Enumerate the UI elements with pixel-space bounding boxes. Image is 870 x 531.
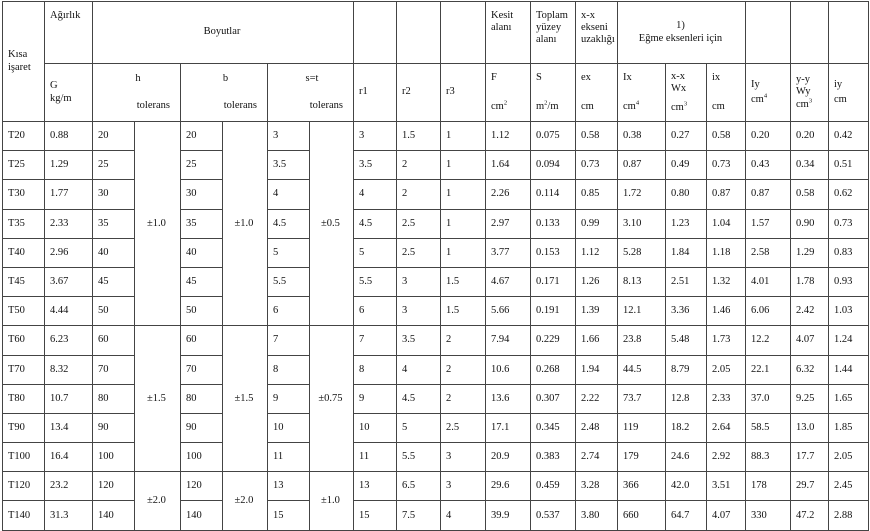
cell-s: 3.5 <box>268 151 310 180</box>
cell-weight: 10.7 <box>45 384 93 413</box>
cell-F: 13.6 <box>486 384 531 413</box>
header-toplam-yuzey: Toplam yüzey alanı <box>531 2 576 64</box>
cell-S: 0.383 <box>531 443 576 472</box>
cell-S: 0.094 <box>531 151 576 180</box>
cell-b: 20 <box>181 122 223 151</box>
cell-h: 140 <box>93 501 135 530</box>
cell-r3: 1 <box>441 122 486 151</box>
cell-r1: 6 <box>354 297 397 326</box>
cell-r2: 5 <box>397 413 441 442</box>
cell-Wx: 5.48 <box>666 326 707 355</box>
cell-h-tolerance: ±1.5 <box>135 326 181 472</box>
cell-r2: 4.5 <box>397 384 441 413</box>
header-F: F $cm^2$ <box>486 64 531 122</box>
cell-Wy: 6.32 <box>791 355 829 384</box>
cell-F: 5.66 <box>486 297 531 326</box>
cell-r1: 7 <box>354 326 397 355</box>
t-profile-table <box>2 1 869 531</box>
cell-profile-name: T90 <box>3 413 45 442</box>
cell-r3: 2 <box>441 326 486 355</box>
cell-ex: 3.80 <box>576 501 618 530</box>
header-iy: iy cm <box>829 64 869 122</box>
cell-weight: 3.67 <box>45 267 93 296</box>
header-G: G kg/m <box>45 64 93 122</box>
cell-ex: 0.99 <box>576 209 618 238</box>
cell-Ix: 12.1 <box>618 297 666 326</box>
cell-Wy: 0.34 <box>791 151 829 180</box>
cell-ix: 2.05 <box>707 355 746 384</box>
cell-b: 50 <box>181 297 223 326</box>
cell-ex: 0.58 <box>576 122 618 151</box>
cell-Wx: 12.8 <box>666 384 707 413</box>
cell-s: 11 <box>268 443 310 472</box>
cell-b: 25 <box>181 151 223 180</box>
cell-b: 90 <box>181 413 223 442</box>
cell-iy: 2.88 <box>829 501 869 530</box>
cell-Ix: 0.38 <box>618 122 666 151</box>
cell-weight: 23.2 <box>45 472 93 501</box>
header-ix: ix cm <box>707 64 746 122</box>
cell-ex: 1.94 <box>576 355 618 384</box>
header-swt: s=t tolerans <box>268 64 354 122</box>
cell-r1: 9 <box>354 384 397 413</box>
cell-r2: 5.5 <box>397 443 441 472</box>
header-r3: r3 <box>441 64 486 122</box>
cell-r3: 1 <box>441 151 486 180</box>
cell-r3: 3 <box>441 443 486 472</box>
cell-Wy: 0.58 <box>791 180 829 209</box>
cell-F: 1.12 <box>486 122 531 151</box>
cell-h: 120 <box>93 472 135 501</box>
cell-r1: 5.5 <box>354 267 397 296</box>
cell-r1: 4.5 <box>354 209 397 238</box>
cell-Wx: 18.2 <box>666 413 707 442</box>
cell-Ix: 44.5 <box>618 355 666 384</box>
header-empty-r3 <box>441 2 486 64</box>
cell-weight: 0.88 <box>45 122 93 151</box>
cell-h: 40 <box>93 238 135 267</box>
cell-S: 0.171 <box>531 267 576 296</box>
cell-profile-name: T20 <box>3 122 45 151</box>
cell-iy: 2.05 <box>829 443 869 472</box>
cell-ex: 1.12 <box>576 238 618 267</box>
cell-h: 60 <box>93 326 135 355</box>
cell-profile-name: T100 <box>3 443 45 472</box>
cell-iy: 0.51 <box>829 151 869 180</box>
cell-weight: 4.44 <box>45 297 93 326</box>
cell-ex: 1.39 <box>576 297 618 326</box>
cell-iy: 0.42 <box>829 122 869 151</box>
cell-ix: 2.33 <box>707 384 746 413</box>
cell-iy: 0.93 <box>829 267 869 296</box>
cell-Wx: 1.23 <box>666 209 707 238</box>
cell-r1: 3.5 <box>354 151 397 180</box>
cell-Iy: 58.5 <box>746 413 791 442</box>
cell-ix: 1.46 <box>707 297 746 326</box>
cell-Wy: 2.42 <box>791 297 829 326</box>
cell-b: 30 <box>181 180 223 209</box>
header-empty-iy-group <box>746 2 791 64</box>
cell-r3: 2 <box>441 384 486 413</box>
cell-r2: 1.5 <box>397 122 441 151</box>
cell-Ix: 179 <box>618 443 666 472</box>
cell-iy: 1.85 <box>829 413 869 442</box>
cell-weight: 13.4 <box>45 413 93 442</box>
cell-Wy: 47.2 <box>791 501 829 530</box>
cell-ix: 2.64 <box>707 413 746 442</box>
cell-b: 100 <box>181 443 223 472</box>
cell-h: 45 <box>93 267 135 296</box>
cell-b: 140 <box>181 501 223 530</box>
cell-Wy: 0.20 <box>791 122 829 151</box>
cell-Wy: 29.7 <box>791 472 829 501</box>
cell-Iy: 6.06 <box>746 297 791 326</box>
cell-s: 5.5 <box>268 267 310 296</box>
cell-r3: 1 <box>441 209 486 238</box>
cell-h-tolerance: ±1.0 <box>135 122 181 326</box>
cell-iy: 2.45 <box>829 472 869 501</box>
header-ex: ex cm <box>576 64 618 122</box>
cell-r1: 13 <box>354 472 397 501</box>
cell-h: 80 <box>93 384 135 413</box>
header-agirlik: Ağırlık <box>45 2 93 64</box>
header-boyutlar: Boyutlar <box>93 2 354 64</box>
table-row <box>3 297 869 326</box>
header-b: b tolerans <box>181 64 268 122</box>
cell-r1: 15 <box>354 501 397 530</box>
cell-r2: 2 <box>397 151 441 180</box>
cell-iy: 0.73 <box>829 209 869 238</box>
header-r1: r1 <box>354 64 397 122</box>
cell-Wx: 0.27 <box>666 122 707 151</box>
table-row <box>3 443 869 472</box>
cell-h: 30 <box>93 180 135 209</box>
cell-r2: 4 <box>397 355 441 384</box>
cell-S: 0.537 <box>531 501 576 530</box>
cell-profile-name: T30 <box>3 180 45 209</box>
cell-ex: 0.85 <box>576 180 618 209</box>
cell-weight: 1.77 <box>45 180 93 209</box>
header-kisa-isaret: Kısa işaret <box>3 2 45 122</box>
cell-Iy: 37.0 <box>746 384 791 413</box>
cell-Iy: 88.3 <box>746 443 791 472</box>
header-Iy: Iy $cm^4$ <box>746 64 791 122</box>
cell-ix: 1.73 <box>707 326 746 355</box>
cell-ix: 2.92 <box>707 443 746 472</box>
cell-profile-name: T35 <box>3 209 45 238</box>
cell-r2: 3 <box>397 297 441 326</box>
cell-b: 35 <box>181 209 223 238</box>
cell-r2: 2 <box>397 180 441 209</box>
cell-weight: 1.29 <box>45 151 93 180</box>
table-row <box>3 267 869 296</box>
cell-r1: 3 <box>354 122 397 151</box>
table-row <box>3 209 869 238</box>
cell-F: 39.9 <box>486 501 531 530</box>
cell-Ix: 0.87 <box>618 151 666 180</box>
cell-b: 70 <box>181 355 223 384</box>
cell-r2: 3.5 <box>397 326 441 355</box>
cell-s: 10 <box>268 413 310 442</box>
cell-S: 0.075 <box>531 122 576 151</box>
cell-ex: 3.28 <box>576 472 618 501</box>
cell-Wx: 8.79 <box>666 355 707 384</box>
cell-r1: 11 <box>354 443 397 472</box>
cell-F: 17.1 <box>486 413 531 442</box>
header-Ix: Ix $cm^4$ <box>618 64 666 122</box>
cell-ex: 1.66 <box>576 326 618 355</box>
cell-s-tolerance: ±0.5 <box>310 122 354 326</box>
header-r2: r2 <box>397 64 441 122</box>
cell-Ix: 1.72 <box>618 180 666 209</box>
cell-ix: 3.51 <box>707 472 746 501</box>
cell-r1: 5 <box>354 238 397 267</box>
header-Wx: x-x Wx $cm^3$ <box>666 64 707 122</box>
cell-S: 0.268 <box>531 355 576 384</box>
cell-Iy: 330 <box>746 501 791 530</box>
cell-s: 3 <box>268 122 310 151</box>
cell-Wy: 0.90 <box>791 209 829 238</box>
table-row <box>3 472 869 501</box>
cell-r2: 3 <box>397 267 441 296</box>
cell-S: 0.459 <box>531 472 576 501</box>
cell-s-tolerance: ±0.75 <box>310 326 354 472</box>
header-h: h tolerans <box>93 64 181 122</box>
cell-r3: 2 <box>441 355 486 384</box>
cell-Wx: 3.36 <box>666 297 707 326</box>
cell-iy: 0.62 <box>829 180 869 209</box>
cell-profile-name: T50 <box>3 297 45 326</box>
cell-Iy: 4.01 <box>746 267 791 296</box>
table-row <box>3 122 869 151</box>
cell-Ix: 23.8 <box>618 326 666 355</box>
table-row <box>3 355 869 384</box>
cell-profile-name: T80 <box>3 384 45 413</box>
cell-b: 60 <box>181 326 223 355</box>
cell-Iy: 1.57 <box>746 209 791 238</box>
cell-F: 1.64 <box>486 151 531 180</box>
cell-weight: 2.33 <box>45 209 93 238</box>
cell-Iy: 22.1 <box>746 355 791 384</box>
table-row <box>3 413 869 442</box>
cell-r3: 4 <box>441 501 486 530</box>
cell-h: 50 <box>93 297 135 326</box>
cell-Wx: 0.80 <box>666 180 707 209</box>
cell-Iy: 0.87 <box>746 180 791 209</box>
cell-F: 3.77 <box>486 238 531 267</box>
cell-ix: 4.07 <box>707 501 746 530</box>
cell-Wy: 9.25 <box>791 384 829 413</box>
cell-ex: 0.73 <box>576 151 618 180</box>
cell-s: 8 <box>268 355 310 384</box>
cell-Iy: 0.20 <box>746 122 791 151</box>
cell-r3: 1 <box>441 238 486 267</box>
cell-F: 10.6 <box>486 355 531 384</box>
cell-Ix: 73.7 <box>618 384 666 413</box>
cell-s: 9 <box>268 384 310 413</box>
cell-Wx: 42.0 <box>666 472 707 501</box>
cell-h-tolerance: ±2.0 <box>135 472 181 530</box>
cell-ix: 1.04 <box>707 209 746 238</box>
cell-h: 100 <box>93 443 135 472</box>
header-egme-eksenleri <box>618 2 746 64</box>
cell-profile-name: T60 <box>3 326 45 355</box>
cell-profile-name: T120 <box>3 472 45 501</box>
cell-b-tolerance: ±2.0 <box>223 472 268 530</box>
cell-profile-name: T40 <box>3 238 45 267</box>
cell-Ix: 366 <box>618 472 666 501</box>
cell-F: 29.6 <box>486 472 531 501</box>
header-empty-r1 <box>354 2 397 64</box>
cell-r1: 10 <box>354 413 397 442</box>
cell-weight: 6.23 <box>45 326 93 355</box>
header-kesit-alani: Kesit alanı <box>486 2 531 64</box>
cell-weight: 16.4 <box>45 443 93 472</box>
cell-r2: 2.5 <box>397 209 441 238</box>
cell-Ix: 3.10 <box>618 209 666 238</box>
cell-r3: 3 <box>441 472 486 501</box>
cell-S: 0.345 <box>531 413 576 442</box>
cell-ix: 0.87 <box>707 180 746 209</box>
cell-Wx: 64.7 <box>666 501 707 530</box>
cell-iy: 1.65 <box>829 384 869 413</box>
cell-Ix: 8.13 <box>618 267 666 296</box>
cell-h: 70 <box>93 355 135 384</box>
cell-b: 80 <box>181 384 223 413</box>
cell-s-tolerance: ±1.0 <box>310 472 354 530</box>
cell-r3: 1.5 <box>441 297 486 326</box>
cell-profile-name: T25 <box>3 151 45 180</box>
cell-ex: 2.22 <box>576 384 618 413</box>
cell-ix: 1.18 <box>707 238 746 267</box>
cell-b: 45 <box>181 267 223 296</box>
cell-S: 0.133 <box>531 209 576 238</box>
cell-Wx: 1.84 <box>666 238 707 267</box>
cell-S: 0.114 <box>531 180 576 209</box>
cell-h: 90 <box>93 413 135 442</box>
cell-b-tolerance: ±1.0 <box>223 122 268 326</box>
cell-profile-name: T140 <box>3 501 45 530</box>
cell-b: 40 <box>181 238 223 267</box>
header-xx-ekseni: x-x ekseni uzaklığı <box>576 2 618 64</box>
cell-Wy: 1.78 <box>791 267 829 296</box>
cell-F: 7.94 <box>486 326 531 355</box>
cell-iy: 1.24 <box>829 326 869 355</box>
table-row <box>3 151 869 180</box>
cell-Wy: 13.0 <box>791 413 829 442</box>
cell-h: 20 <box>93 122 135 151</box>
cell-s: 6 <box>268 297 310 326</box>
cell-S: 0.153 <box>531 238 576 267</box>
cell-Ix: 660 <box>618 501 666 530</box>
cell-r1: 4 <box>354 180 397 209</box>
cell-ix: 0.58 <box>707 122 746 151</box>
cell-F: 2.97 <box>486 209 531 238</box>
cell-Ix: 5.28 <box>618 238 666 267</box>
cell-Wy: 4.07 <box>791 326 829 355</box>
egme-note: 1) <box>676 20 685 32</box>
cell-S: 0.229 <box>531 326 576 355</box>
cell-Wy: 1.29 <box>791 238 829 267</box>
cell-r1: 8 <box>354 355 397 384</box>
cell-r3: 1.5 <box>441 267 486 296</box>
cell-weight: 2.96 <box>45 238 93 267</box>
table-row <box>3 384 869 413</box>
cell-Ix: 119 <box>618 413 666 442</box>
header-Wy: y-y Wy $cm^3$ <box>791 64 829 122</box>
cell-F: 2.26 <box>486 180 531 209</box>
table-row <box>3 238 869 267</box>
cell-h: 35 <box>93 209 135 238</box>
cell-Iy: 12.2 <box>746 326 791 355</box>
cell-profile-name: T45 <box>3 267 45 296</box>
cell-Wx: 0.49 <box>666 151 707 180</box>
cell-Wx: 24.6 <box>666 443 707 472</box>
table-row <box>3 501 869 530</box>
header-empty-iy2-group <box>829 2 869 64</box>
cell-b-tolerance: ±1.5 <box>223 326 268 472</box>
cell-ix: 0.73 <box>707 151 746 180</box>
cell-r2: 2.5 <box>397 238 441 267</box>
cell-Iy: 178 <box>746 472 791 501</box>
cell-s: 4 <box>268 180 310 209</box>
table-row <box>3 180 869 209</box>
cell-profile-name: T70 <box>3 355 45 384</box>
cell-weight: 31.3 <box>45 501 93 530</box>
cell-r3: 2.5 <box>441 413 486 442</box>
cell-ex: 2.74 <box>576 443 618 472</box>
cell-Iy: 2.58 <box>746 238 791 267</box>
header-empty-r2 <box>397 2 441 64</box>
cell-s: 13 <box>268 472 310 501</box>
header-S: S $m^2/m$ <box>531 64 576 122</box>
cell-h: 25 <box>93 151 135 180</box>
cell-b: 120 <box>181 472 223 501</box>
cell-ix: 1.32 <box>707 267 746 296</box>
cell-iy: 1.03 <box>829 297 869 326</box>
cell-r3: 1 <box>441 180 486 209</box>
cell-S: 0.191 <box>531 297 576 326</box>
egme-text: Eğme eksenleri için <box>638 32 723 44</box>
cell-S: 0.307 <box>531 384 576 413</box>
cell-s: 15 <box>268 501 310 530</box>
cell-Wx: 2.51 <box>666 267 707 296</box>
cell-s: 7 <box>268 326 310 355</box>
cell-Wy: 17.7 <box>791 443 829 472</box>
header-empty-wy-group <box>791 2 829 64</box>
table-body <box>3 122 869 531</box>
cell-iy: 0.83 <box>829 238 869 267</box>
cell-weight: 8.32 <box>45 355 93 384</box>
cell-r2: 7.5 <box>397 501 441 530</box>
cell-ex: 2.48 <box>576 413 618 442</box>
cell-r2: 6.5 <box>397 472 441 501</box>
table-row <box>3 326 869 355</box>
cell-Iy: 0.43 <box>746 151 791 180</box>
cell-s: 4.5 <box>268 209 310 238</box>
cell-s: 5 <box>268 238 310 267</box>
cell-F: 20.9 <box>486 443 531 472</box>
cell-iy: 1.44 <box>829 355 869 384</box>
cell-ex: 1.26 <box>576 267 618 296</box>
cell-F: 4.67 <box>486 267 531 296</box>
